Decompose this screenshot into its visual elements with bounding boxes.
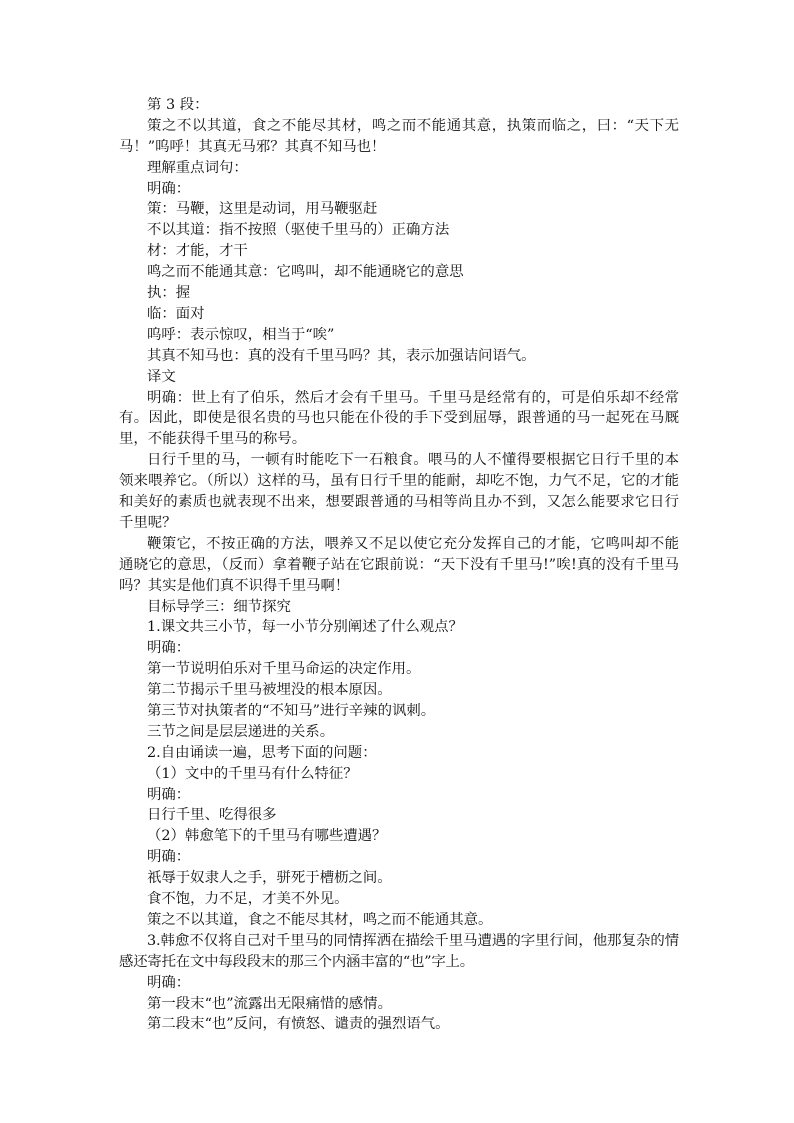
question-2-1: （1）文中的千里马有什么特征？ <box>147 765 358 782</box>
answer-item: 第二段末“也”反问，有愤怒、谴责的强烈语气。 <box>147 1016 450 1033</box>
answer-item: 三节之间是层层递进的关系。 <box>147 723 335 740</box>
answer-item: 食不饱，力不足，才美不外见。 <box>147 891 349 908</box>
question-3: 3.韩愈不仅将自己对千里马的同情挥洒在描绘千里马遭遇的字里行间，他那复杂的情感还寄托在文中每段段末的那三个内涵丰富的“也”字上。 <box>119 932 679 970</box>
question-2: 2.自由诵读一遍，思考下面的问题： <box>147 744 377 761</box>
document-body <box>119 95 679 1035</box>
goal-title: 目标导学三：细节探究 <box>147 598 291 615</box>
question-1: 1.课文共三小节，每一小节分别阐述了什么观点？ <box>147 619 463 636</box>
translation-title: 译文 <box>147 368 176 385</box>
vocab-item: 临：面对 <box>147 305 205 322</box>
vocab-item: 执：握 <box>147 285 191 302</box>
translation-paragraph: 鞭策它，不按正确的方法，喂养又不足以使它充分发挥自己的才能，它鸣叫却不能通晓它的意思，（反而）拿着鞭子站在它跟前说：“天下没有千里马!”唉!真的没有千里马吗？其实是他们真不识得千里马啊！ <box>119 535 679 594</box>
mingque-label: 明确： <box>147 974 191 991</box>
mingque-label: 明确： <box>147 849 191 866</box>
vocab-item: 呜呼：表示惊叹，相当于“唉” <box>147 326 335 343</box>
vocab-item: 不以其道：指不按照（驱使千里马的）正确方法 <box>147 222 450 239</box>
answer-item: 第一段末“也”流露出无限痛惜的感情。 <box>147 995 392 1012</box>
original-text: 策之不以其道，食之不能尽其材，鸣之而不能通其意，执策而临之，曰：“天下无马！”呜呼！其真无马邪？其真不知马也！ <box>119 117 679 155</box>
answer-item: 策之不以其道，食之不能尽其材，鸣之而不能通其意。 <box>147 911 493 928</box>
vocab-item: 材：才能，才干 <box>147 243 248 260</box>
answer-item: 日行千里、吃得很多 <box>147 807 277 824</box>
translation-paragraph: 明确：世上有了伯乐，然后才会有千里马。千里马是经常有的，可是伯乐却不经常有。因此，即使是很名贵的马也只能在仆役的手下受到屈辱，跟普通的马一起死在马厩里，不能获得千里马的称号。 <box>119 389 679 448</box>
section-heading: 第 3 段： <box>147 97 209 113</box>
answer-item: 第一节说明伯乐对千里马命运的决定作用。 <box>147 661 421 678</box>
vocab-item: 鸣之而不能通其意：它鸣叫，却不能通晓它的意思 <box>147 264 464 281</box>
mingque-label: 明确： <box>147 640 191 657</box>
vocab-title: 理解重点词句： <box>147 159 248 176</box>
vocab-item: 策：马鞭，这里是动词，用马鞭驱赶 <box>147 201 378 218</box>
vocab-item: 其真不知马也：真的没有千里马吗？其，表示加强诘问语气。 <box>147 347 536 364</box>
mingque-label: 明确： <box>147 786 191 803</box>
question-2-2: （2）韩愈笔下的千里马有哪些遭遇？ <box>147 828 387 845</box>
answer-item: 祇辱于奴隶人之手，骈死于槽枥之间。 <box>147 870 392 887</box>
translation-paragraph: 日行千里的马，一顿有时能吃下一石粮食。喂马的人不懂得要根据它日行千里的本领来喂养它。（所以）这样的马，虽有日行千里的能耐，却吃不饱，力气不足，它的才能和美好的素质也就表现不出来，想要跟普通的马相等尚且办不到，又怎么能要求它日行千里呢？ <box>119 452 679 531</box>
answer-item: 第三节对执策者的“不知马”进行辛辣的讽刺。 <box>147 703 436 720</box>
mingque-label: 明确： <box>147 180 191 197</box>
answer-item: 第二节揭示千里马被埋没的根本原因。 <box>147 682 392 699</box>
